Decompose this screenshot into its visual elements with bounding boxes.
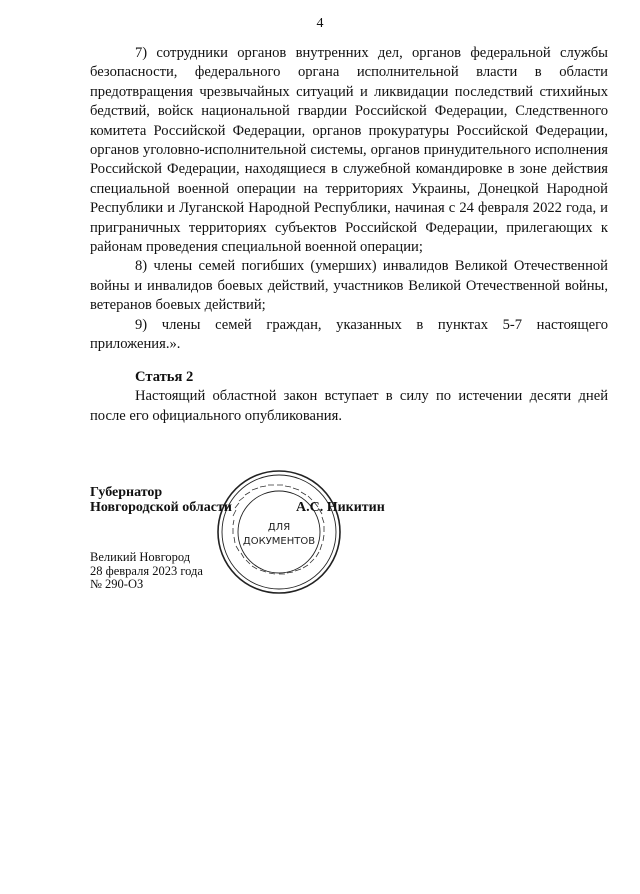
stamp-center-line2: ДОКУМЕНТОВ [242,536,316,547]
signature-title [90,485,232,515]
list-item-9: 9) члены семей граждан, указанных в пунктах 5-7 настоящего приложения.». [90,316,608,353]
article-2 [90,368,608,426]
place: Великий Новгород [90,550,191,564]
document-body [90,44,608,355]
article-heading: Статья 2 [135,369,194,385]
place-date-block [90,551,203,592]
signature-name: А.С. Никитин [296,500,385,515]
law-number: № 290-ОЗ [90,577,144,591]
page-number: 4 [316,16,324,31]
official-stamp [215,468,343,596]
date: 28 февраля 2023 года [90,563,203,578]
list-item-8: 8) члены семей погибших (умерших) инвалидов Великой Отечественной войны и инвалидов боевых действий, участников Великой Отечественной войны, ветеранов боевых действий; [90,258,608,314]
signature-title-line1: Губернатор [90,485,163,500]
list-item-7: 7) сотрудники органов внутренних дел, органов федеральной службы безопасности, федерального органа исполнительной власти в области предотвращения чрезвычайных ситуаций и ликвидации последствий стихийных бедствий, войск национальной гвардии Российской Федерации, Следственного комитета Российской Федерации, органов прокуратуры Российской Федерации, органов уголовно-исполнительной системы, органов принудительного исполнения Российской Федерации, находящиеся в служебной командировке в зоне действия специальной военной операции на территориях Украины, Донецкой Народной Республики и Луганской Народной Республики, начиная с 24 февраля 2022 года, и приграничных территориях субъектов Российской Федерации, прилегающих к районам проведения специальной военной операции; [90,45,608,256]
signature-title-line2: Новгородской области [90,500,232,515]
article-text: Настоящий областной закон вступает в силу по истечении десяти дней после его официального опубликования. [90,388,608,424]
stamp-center-line1: ДЛЯ [267,522,291,533]
